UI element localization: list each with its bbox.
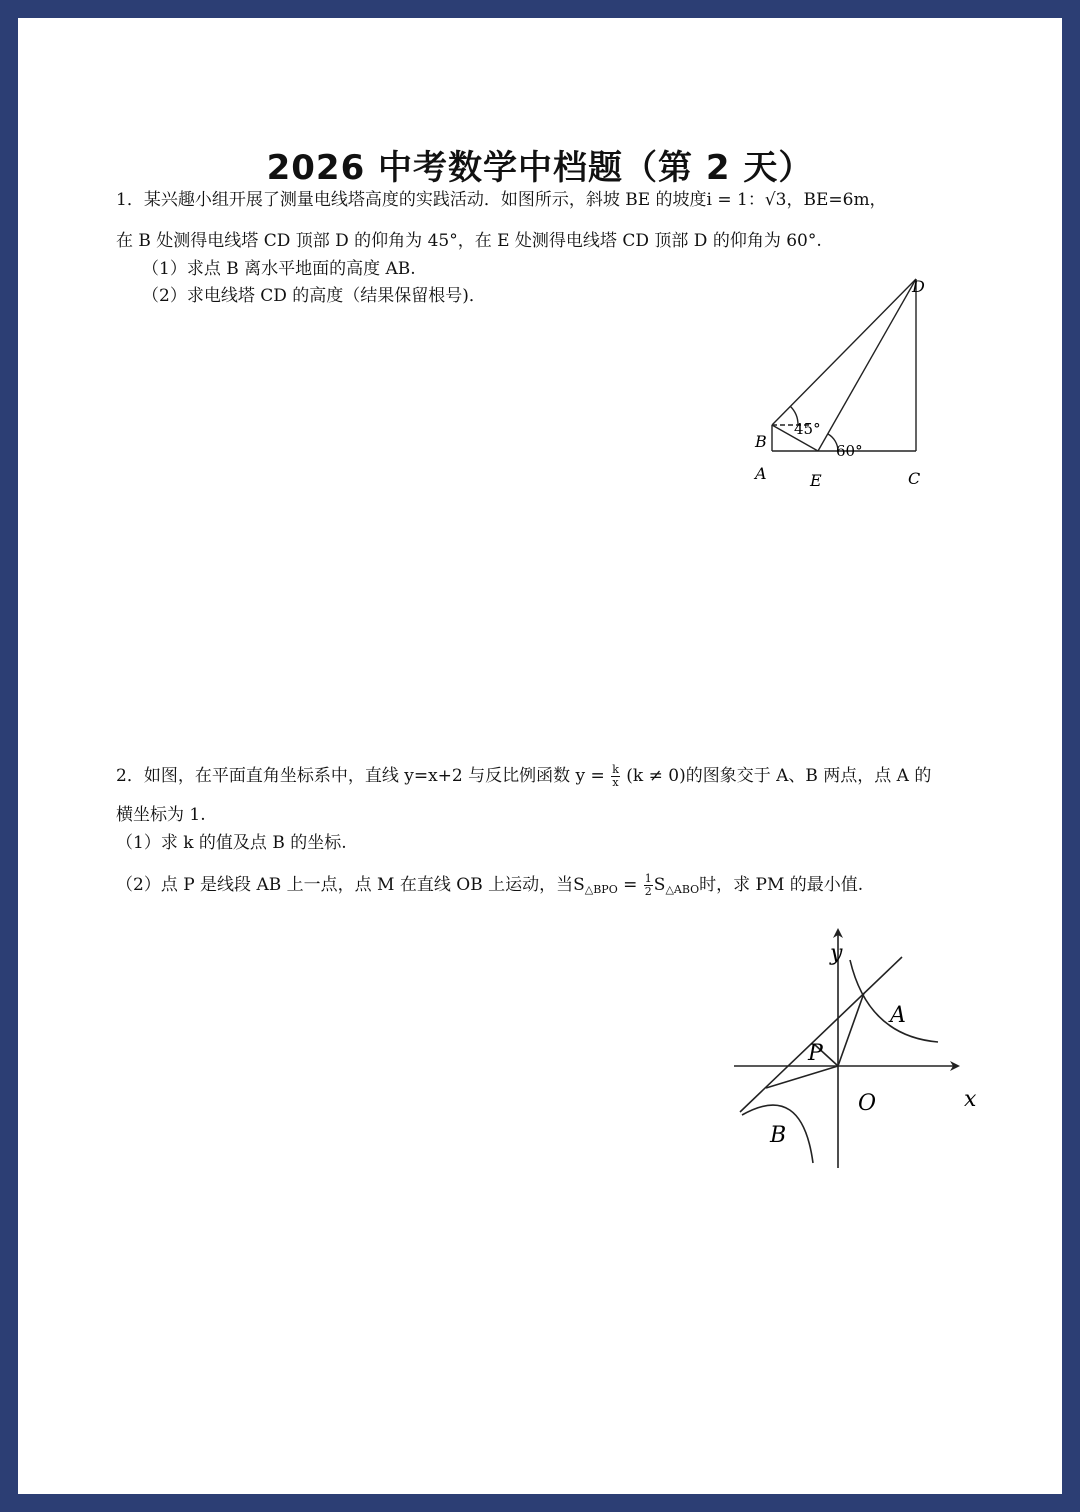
- label-x: x: [964, 1087, 977, 1112]
- hyperbola-branch-1: [850, 960, 938, 1042]
- fraction-one-half: [644, 873, 653, 898]
- angle-label-60: 60°: [836, 442, 863, 460]
- q1-part1: （1）求点 B 离水平地面的高度 AB.: [142, 259, 416, 279]
- q2-line1: [116, 764, 931, 789]
- page-title: 2026 中考数学中档题（第 2 天）: [266, 148, 814, 188]
- equals-sign: =: [617, 875, 643, 895]
- segment-oa: [838, 993, 864, 1066]
- page: [18, 18, 1062, 1494]
- q2-line1-before: 2．如图，在平面直角坐标系中，直线 y=x+2 与反比例函数 y =: [116, 766, 605, 786]
- angle-label-45: 45°: [794, 420, 821, 438]
- q1-part2: （2）求电线塔 CD 的高度（结果保留根号)．: [142, 286, 486, 306]
- q2-figure: [718, 916, 978, 1176]
- label-p: P: [808, 1041, 823, 1066]
- q1-figure: [748, 258, 968, 490]
- label-y: y: [830, 941, 843, 966]
- q2-part2-before: （2）点 P 是线段 AB 上一点，点 M 在直线 OB 上运动，当S: [116, 875, 585, 895]
- area-symbol: S: [653, 875, 666, 895]
- subscript-abo: △ABO: [665, 883, 700, 896]
- half-numerator: 1: [644, 872, 652, 885]
- fraction-denominator: x: [612, 776, 619, 789]
- label-a: A: [755, 464, 767, 483]
- label-b: B: [755, 432, 767, 451]
- label-d: D: [912, 277, 925, 296]
- subscript-bpo: △BPO: [584, 883, 618, 896]
- fraction-k-over-x: [611, 764, 620, 789]
- q2-line2: 横坐标为 1.: [116, 805, 206, 825]
- label-o: O: [858, 1091, 877, 1116]
- label-e: E: [810, 471, 822, 490]
- label-a: A: [890, 1003, 906, 1028]
- q2-part2-after: 时，求 PM 的最小值.: [699, 875, 864, 895]
- q2-line1-after: (k ≠ 0)的图象交于 A、B 两点，点 A 的: [626, 766, 932, 786]
- label-b: B: [770, 1123, 787, 1148]
- half-denominator: 2: [644, 885, 652, 898]
- label-c: C: [908, 469, 921, 488]
- q2-part1: （1）求 k 的值及点 B 的坐标.: [116, 833, 347, 853]
- fraction-numerator: k: [612, 763, 619, 776]
- segment-bd: [772, 279, 916, 425]
- q2-part2: [116, 873, 863, 898]
- segment-ed: [818, 279, 916, 451]
- q1-line2: 在 B 处测得电线塔 CD 顶部 D 的仰角为 45°，在 E 处测得电线塔 CD 顶部 D 的仰角为 60°.: [116, 231, 822, 251]
- q1-line1: 1．某兴趣小组开展了测量电线塔高度的实践活动．如图所示，斜坡 BE 的坡度i = 1：√3，BE=6m，: [116, 190, 887, 210]
- line-ab: [740, 957, 902, 1112]
